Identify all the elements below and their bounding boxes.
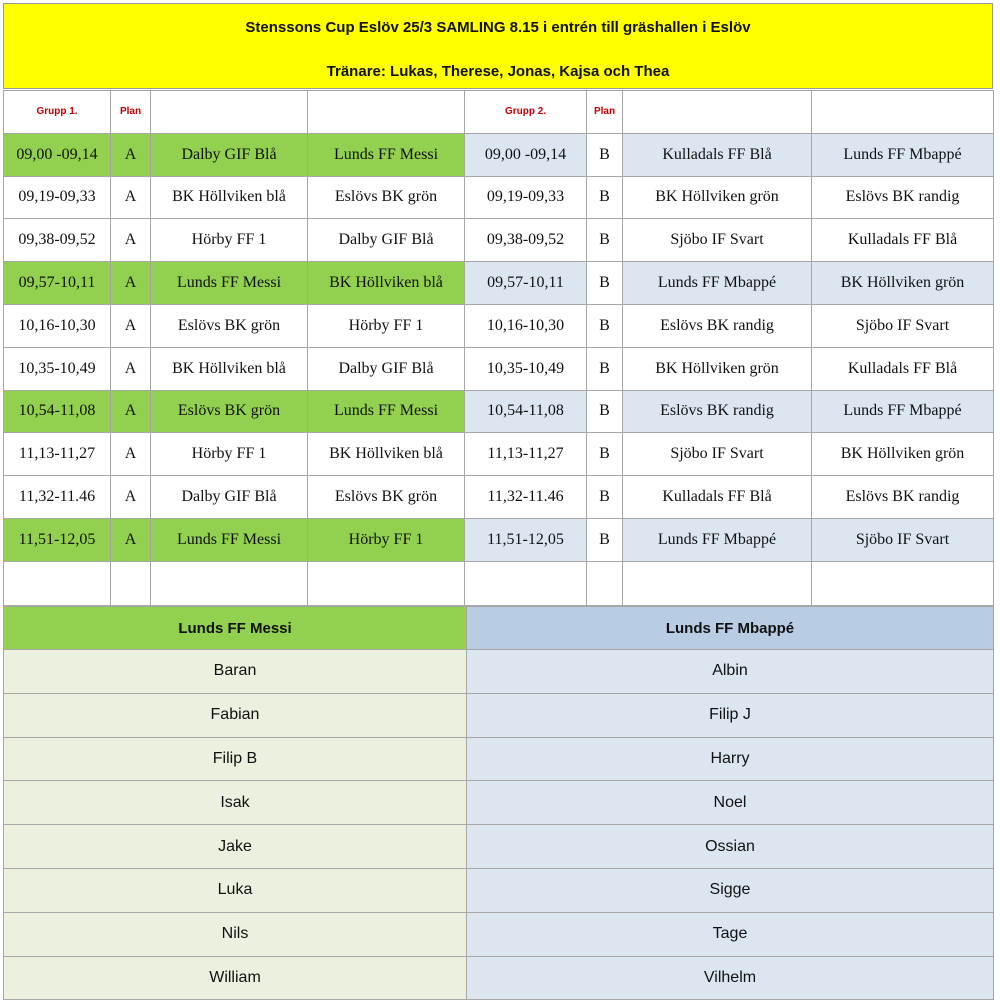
header-coaches: Tränare: Lukas, Therese, Jonas, Kajsa och Thea — [326, 63, 670, 80]
match-row — [4, 262, 994, 305]
empty-cell — [151, 91, 308, 134]
schedule-header — [3, 3, 993, 89]
match-time: 10,54-11,08 — [465, 390, 587, 433]
home-team: Kulladals FF Blå — [623, 476, 812, 519]
empty-cell — [4, 561, 111, 605]
empty-cell — [308, 91, 465, 134]
away-team: Lunds FF Messi — [308, 133, 465, 176]
roster-row — [4, 650, 994, 694]
match-plan: A — [111, 518, 151, 561]
match-time: 09,38-09,52 — [465, 219, 587, 262]
home-team: BK Höllviken blå — [151, 176, 308, 219]
empty-cell — [587, 561, 623, 605]
match-schedule-table — [3, 90, 994, 606]
away-team: Hörby FF 1 — [308, 304, 465, 347]
home-team: Dalby GIF Blå — [151, 133, 308, 176]
group2-label: Grupp 2. — [465, 91, 587, 134]
home-team: BK Höllviken grön — [623, 347, 812, 390]
empty-cell — [812, 91, 994, 134]
roster-row — [4, 956, 994, 1000]
match-time: 09,57-10,11 — [465, 262, 587, 305]
match-time: 10,35-10,49 — [465, 347, 587, 390]
match-plan: B — [587, 518, 623, 561]
match-time: 09,00 -09,14 — [465, 133, 587, 176]
player-name-messi: Baran — [4, 650, 467, 694]
match-plan: A — [111, 347, 151, 390]
empty-cell — [465, 561, 587, 605]
roster-row — [4, 737, 994, 781]
match-time: 11,51-12,05 — [465, 518, 587, 561]
match-plan: A — [111, 476, 151, 519]
player-name-mbappe: Vilhelm — [467, 956, 994, 1000]
match-plan: B — [587, 390, 623, 433]
match-plan: A — [111, 262, 151, 305]
match-plan: A — [111, 304, 151, 347]
away-team: Lunds FF Messi — [308, 390, 465, 433]
match-time: 09,19-09,33 — [465, 176, 587, 219]
match-plan: B — [587, 304, 623, 347]
player-name-messi: Fabian — [4, 693, 467, 737]
away-team: Eslövs BK randig — [812, 476, 994, 519]
away-team: Eslövs BK grön — [308, 176, 465, 219]
empty-cell — [111, 561, 151, 605]
plan-label-2: Plan — [587, 91, 623, 134]
empty-cell — [151, 561, 308, 605]
roster-row — [4, 868, 994, 912]
match-plan: B — [587, 176, 623, 219]
group1-label: Grupp 1. — [4, 91, 111, 134]
away-team: Kulladals FF Blå — [812, 347, 994, 390]
match-row — [4, 304, 994, 347]
match-time: 10,35-10,49 — [4, 347, 111, 390]
home-team: BK Höllviken blå — [151, 347, 308, 390]
home-team: Eslövs BK randig — [623, 390, 812, 433]
empty-cell — [812, 561, 994, 605]
roster-row — [4, 912, 994, 956]
roster-title-messi: Lunds FF Messi — [4, 607, 467, 650]
match-row — [4, 476, 994, 519]
match-time: 11,13-11,27 — [4, 433, 111, 476]
match-plan: B — [587, 219, 623, 262]
match-time: 11,32-11.46 — [4, 476, 111, 519]
player-name-mbappe: Tage — [467, 912, 994, 956]
away-team: Lunds FF Mbappé — [812, 133, 994, 176]
home-team: Sjöbo IF Svart — [623, 219, 812, 262]
roster-title-mbappe: Lunds FF Mbappé — [467, 607, 994, 650]
away-team: Hörby FF 1 — [308, 518, 465, 561]
roster-row — [4, 781, 994, 825]
home-team: Lunds FF Mbappé — [623, 518, 812, 561]
player-name-mbappe: Harry — [467, 737, 994, 781]
match-time: 11,13-11,27 — [465, 433, 587, 476]
home-team: Lunds FF Messi — [151, 262, 308, 305]
match-row — [4, 219, 994, 262]
away-team: Eslövs BK randig — [812, 176, 994, 219]
away-team: BK Höllviken blå — [308, 433, 465, 476]
header-title: Stenssons Cup Eslöv 25/3 SAMLING 8.15 i entrén till gräshallen i Eslöv — [245, 19, 751, 36]
player-name-messi: Nils — [4, 912, 467, 956]
empty-cell — [623, 91, 812, 134]
player-name-messi: William — [4, 956, 467, 1000]
away-team: BK Höllviken grön — [812, 262, 994, 305]
away-team: Lunds FF Mbappé — [812, 390, 994, 433]
home-team: Dalby GIF Blå — [151, 476, 308, 519]
match-row — [4, 518, 994, 561]
home-team: Lunds FF Messi — [151, 518, 308, 561]
roster-row — [4, 693, 994, 737]
home-team: Eslövs BK grön — [151, 304, 308, 347]
match-plan: B — [587, 476, 623, 519]
match-plan: A — [111, 133, 151, 176]
away-team: BK Höllviken blå — [308, 262, 465, 305]
schedule-header-row — [4, 91, 994, 134]
player-name-mbappe: Albin — [467, 650, 994, 694]
match-plan: A — [111, 433, 151, 476]
away-team: Sjöbo IF Svart — [812, 518, 994, 561]
empty-cell — [308, 561, 465, 605]
plan-label-1: Plan — [111, 91, 151, 134]
match-row — [4, 133, 994, 176]
player-name-mbappe: Sigge — [467, 868, 994, 912]
player-name-mbappe: Filip J — [467, 693, 994, 737]
match-time: 11,32-11.46 — [465, 476, 587, 519]
match-time: 09,57-10,11 — [4, 262, 111, 305]
match-time: 09,00 -09,14 — [4, 133, 111, 176]
away-team: Dalby GIF Blå — [308, 347, 465, 390]
empty-cell — [623, 561, 812, 605]
home-team: BK Höllviken grön — [623, 176, 812, 219]
match-plan: B — [587, 133, 623, 176]
match-row — [4, 390, 994, 433]
home-team: Kulladals FF Blå — [623, 133, 812, 176]
home-team: Eslövs BK grön — [151, 390, 308, 433]
player-name-mbappe: Noel — [467, 781, 994, 825]
home-team: Eslövs BK randig — [623, 304, 812, 347]
player-name-messi: Filip B — [4, 737, 467, 781]
home-team: Lunds FF Mbappé — [623, 262, 812, 305]
away-team: Sjöbo IF Svart — [812, 304, 994, 347]
home-team: Hörby FF 1 — [151, 219, 308, 262]
match-plan: B — [587, 433, 623, 476]
away-team: Dalby GIF Blå — [308, 219, 465, 262]
roster-header-row — [4, 607, 994, 650]
match-row — [4, 433, 994, 476]
away-team: Eslövs BK grön — [308, 476, 465, 519]
roster-row — [4, 825, 994, 869]
match-plan: A — [111, 390, 151, 433]
match-row — [4, 347, 994, 390]
match-time: 09,19-09,33 — [4, 176, 111, 219]
match-time: 11,51-12,05 — [4, 518, 111, 561]
home-team: Hörby FF 1 — [151, 433, 308, 476]
match-plan: B — [587, 347, 623, 390]
player-name-mbappe: Ossian — [467, 825, 994, 869]
match-time: 10,54-11,08 — [4, 390, 111, 433]
match-time: 10,16-10,30 — [465, 304, 587, 347]
match-plan: A — [111, 176, 151, 219]
match-time: 09,38-09,52 — [4, 219, 111, 262]
player-name-messi: Isak — [4, 781, 467, 825]
match-plan: A — [111, 219, 151, 262]
match-row — [4, 176, 994, 219]
match-time: 10,16-10,30 — [4, 304, 111, 347]
empty-row — [4, 561, 994, 605]
player-name-messi: Jake — [4, 825, 467, 869]
home-team: Sjöbo IF Svart — [623, 433, 812, 476]
team-rosters-table — [3, 606, 994, 1000]
player-name-messi: Luka — [4, 868, 467, 912]
away-team: BK Höllviken grön — [812, 433, 994, 476]
away-team: Kulladals FF Blå — [812, 219, 994, 262]
match-plan: B — [587, 262, 623, 305]
